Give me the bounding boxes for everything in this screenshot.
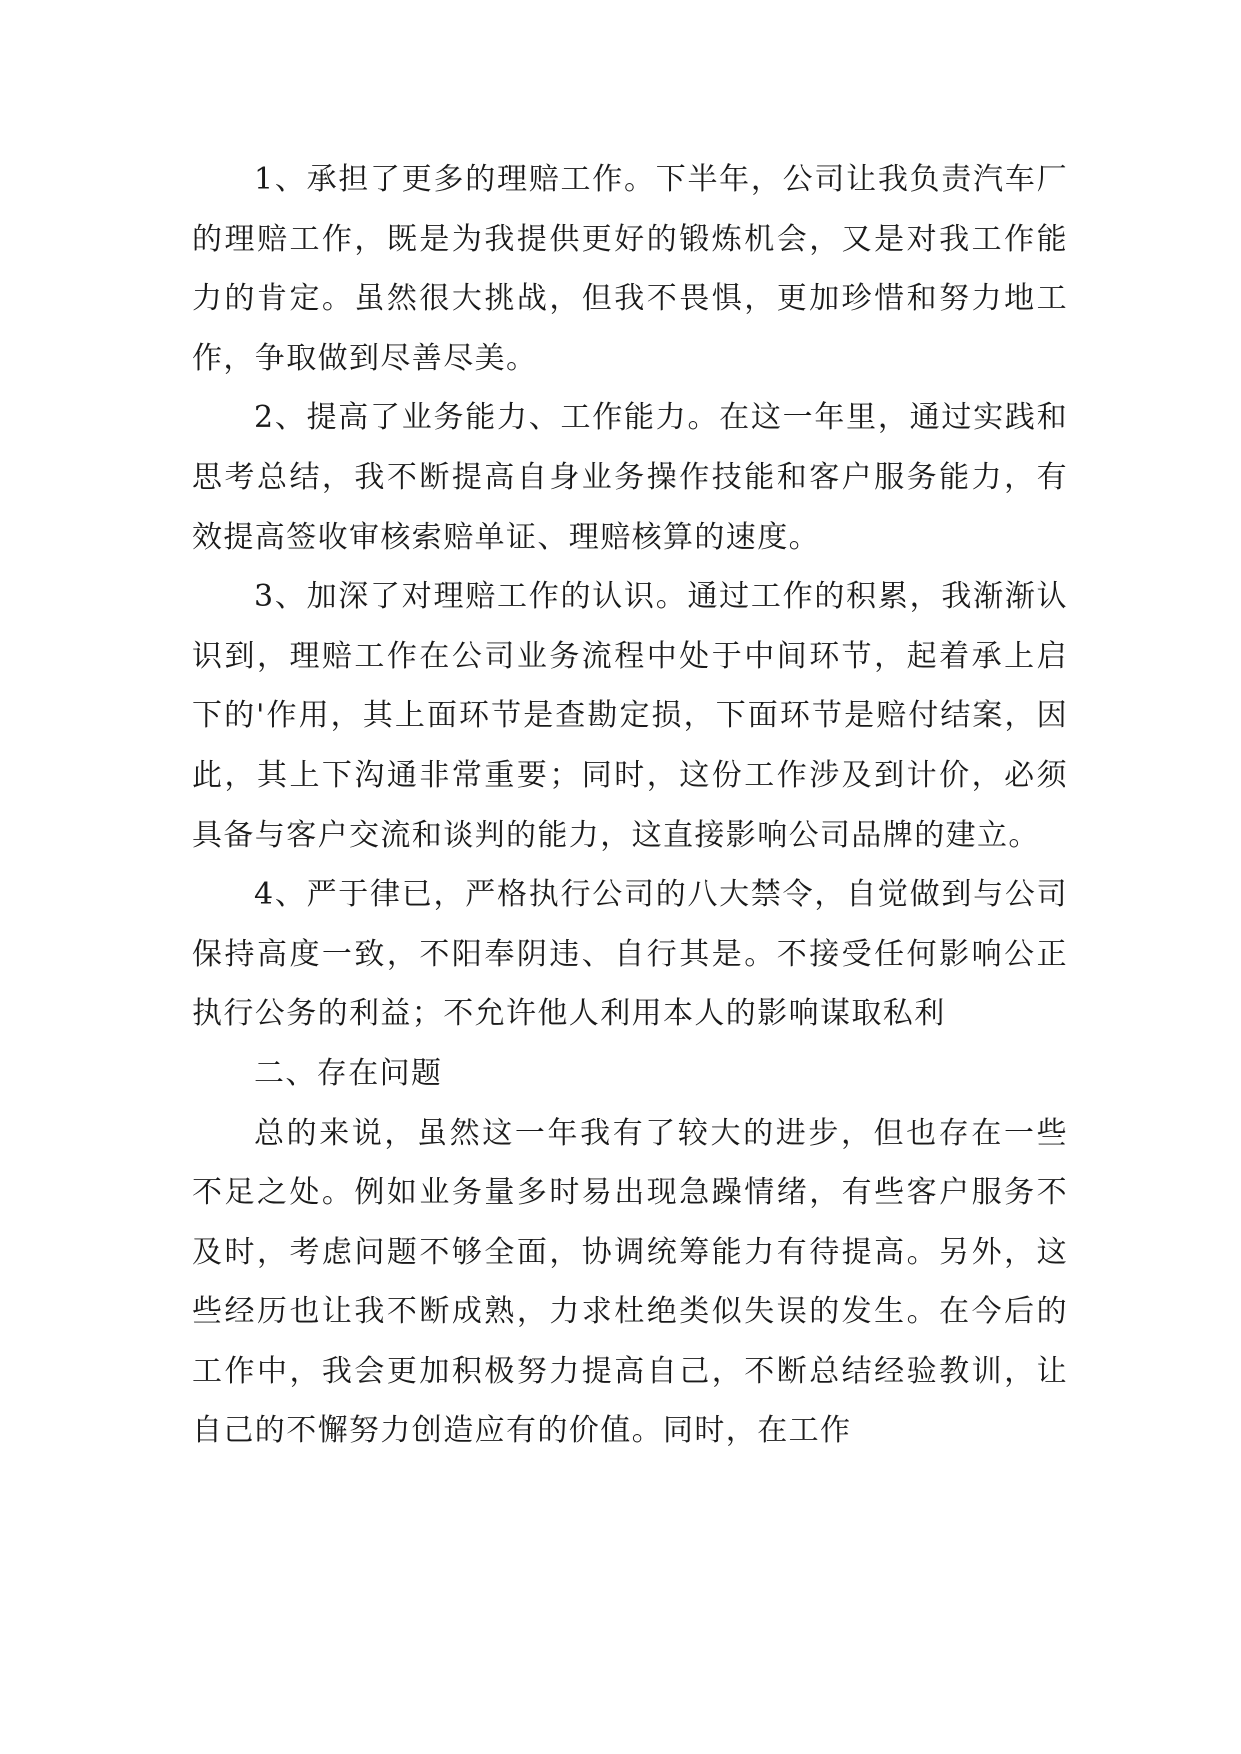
paragraph-3: 3、加深了对理赔工作的认识。通过工作的积累，我渐渐认识到，理赔工作在公司业务流程中处于中间环节，起着承上启下的'作用，其上面环节是查勘定损，下面环节是赔付结案，因此，其上下沟通非常重要；同时，这份工作涉及到计价，必须具备与客户交流和谈判的能力，这直接影响公司品牌的建立。 bbox=[192, 579, 1068, 853]
document-page bbox=[192, 150, 1068, 1461]
section-heading: 二、存在问题 bbox=[254, 1055, 443, 1091]
paragraph-2: 2、提高了业务能力、工作能力。在这一年里，通过实践和思考总结，我不断提高自身业务操作技能和客户服务能力，有效提高签收审核索赔单证、理赔核算的速度。 bbox=[192, 400, 1068, 555]
closing-paragraph: 总的来说，虽然这一年我有了较大的进步，但也存在一些不足之处。例如业务量多时易出现急躁情绪，有些客户服务不及时，考虑问题不够全面，协调统筹能力有待提高。另外，这些经历也让我不断成熟，力求杜绝类似失误的发生。在今后的工作中，我会更加积极努力提高自己，不断总结经验教训，让自己的不懈努力创造应有的价值。同时，在工作 bbox=[192, 1115, 1068, 1449]
paragraph-4: 4、严于律已，严格执行公司的八大禁令，自觉做到与公司保持高度一致，不阳奉阴违、自行其是。不接受任何影响公正执行公务的利益；不允许他人利用本人的影响谋取私利 bbox=[192, 877, 1068, 1032]
paragraph-1: 1、承担了更多的理赔工作。下半年，公司让我负责汽车厂的理赔工作，既是为我提供更好的锻炼机会，又是对我工作能力的肯定。虽然很大挑战，但我不畏惧，更加珍惜和努力地工作，争取做到尽善尽美。 bbox=[192, 162, 1068, 376]
